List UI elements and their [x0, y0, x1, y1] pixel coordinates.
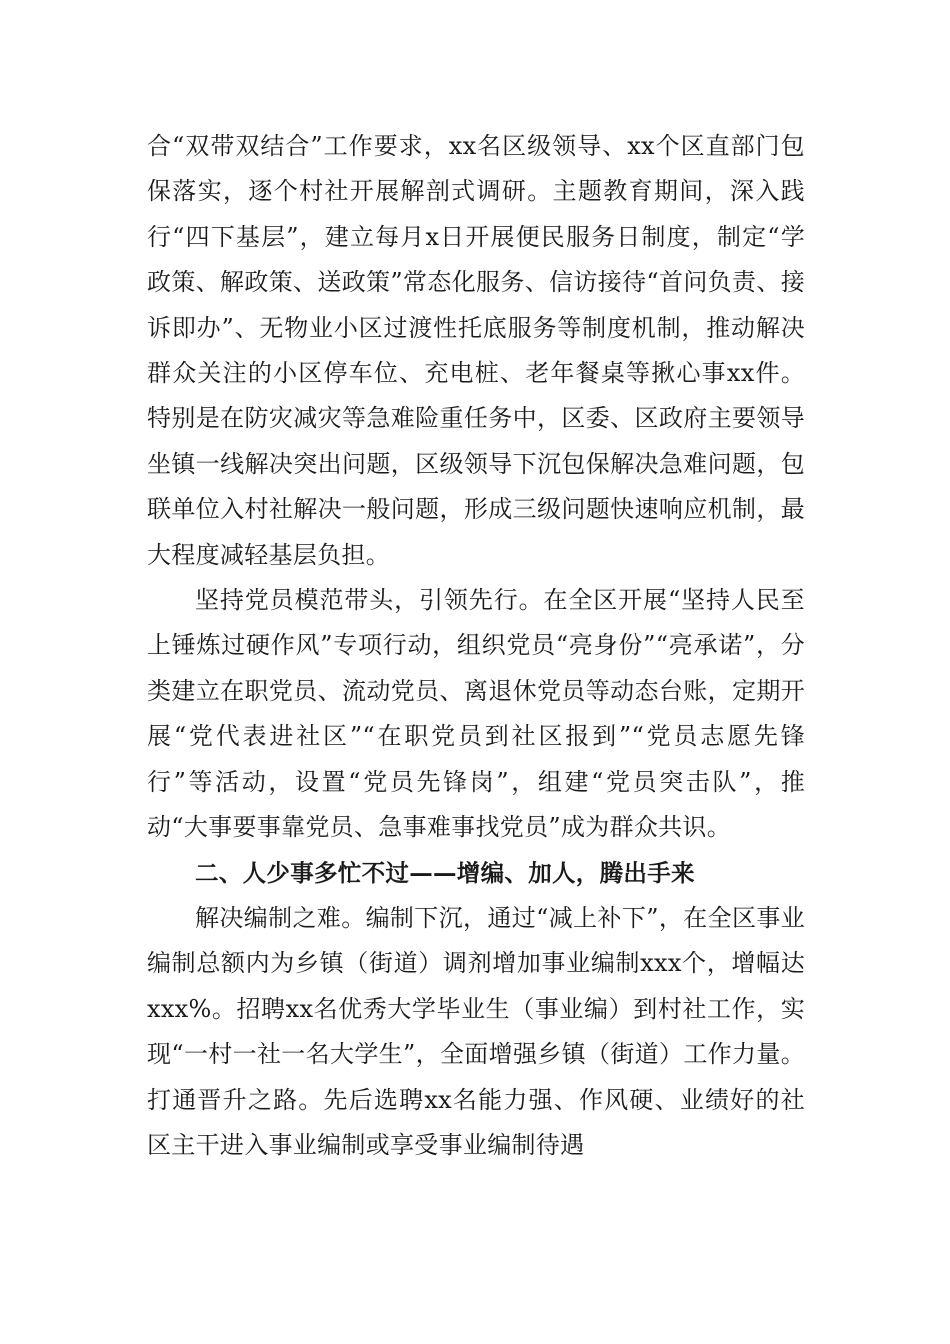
paragraph-party-members: 坚持党员模范带头，引领先行。在全区开展“坚持人民至上锤炼过硬作风”专项行动，组织党员“亮身份”“亮承诺”，分类建立在职党员、流动党员、离退休党员等动态台账，定期开展“党代表进社区”“在职党员到社区报到”“党员志愿先锋行”等活动，设置“党员先锋岗”，组建“党员突击队”，推动“大事要事靠党员、急事难事找党员”成为群众共识。 [147, 586, 805, 842]
paragraph-continuation: 合“双带双结合”工作要求，xx名区级领导、xx个区直部门包保落实，逐个村社开展解剖式调研。主题教育期间，深入践行“四下基层”，建立每月x日开展便民服务日制度，制定“学政策、解政策、送政策”常态化服务、信访接待“首问负责、接诉即办”、无物业小区过渡性托底服务等制度机制，推动解决群众关注的小区停车位、充电桩、老年餐桌等揪心事xx件。特别是在防灾减灾等急难险重任务中，区委、区政府主要领导坐镇一线解决突出问题，区级领导下沉包保解决急难问题，包联单位入村社解决一般问题，形成三级问题快速响应机制，最大程度减轻基层负担。 [147, 132, 805, 569]
section-heading: 二、人少事多忙不过——增编、加人，腾出手来 [195, 858, 695, 887]
paragraph-staffing: 解决编制之难。编制下沉，通过“减上补下”，在全区事业编制总额内为乡镇（街道）调剂增加事业编制xxx个，增幅达xxx%。招聘xx名优秀大学毕业生（事业编）到村社工作，实现“一村一社一名大学生”，全面增强乡镇（街道）工作力量。打通晋升之路。先后选聘xx名能力强、作风硬、业绩好的社区主干进入事业编制或享受事业编制待遇 [147, 903, 805, 1159]
document-page [147, 124, 805, 1168]
